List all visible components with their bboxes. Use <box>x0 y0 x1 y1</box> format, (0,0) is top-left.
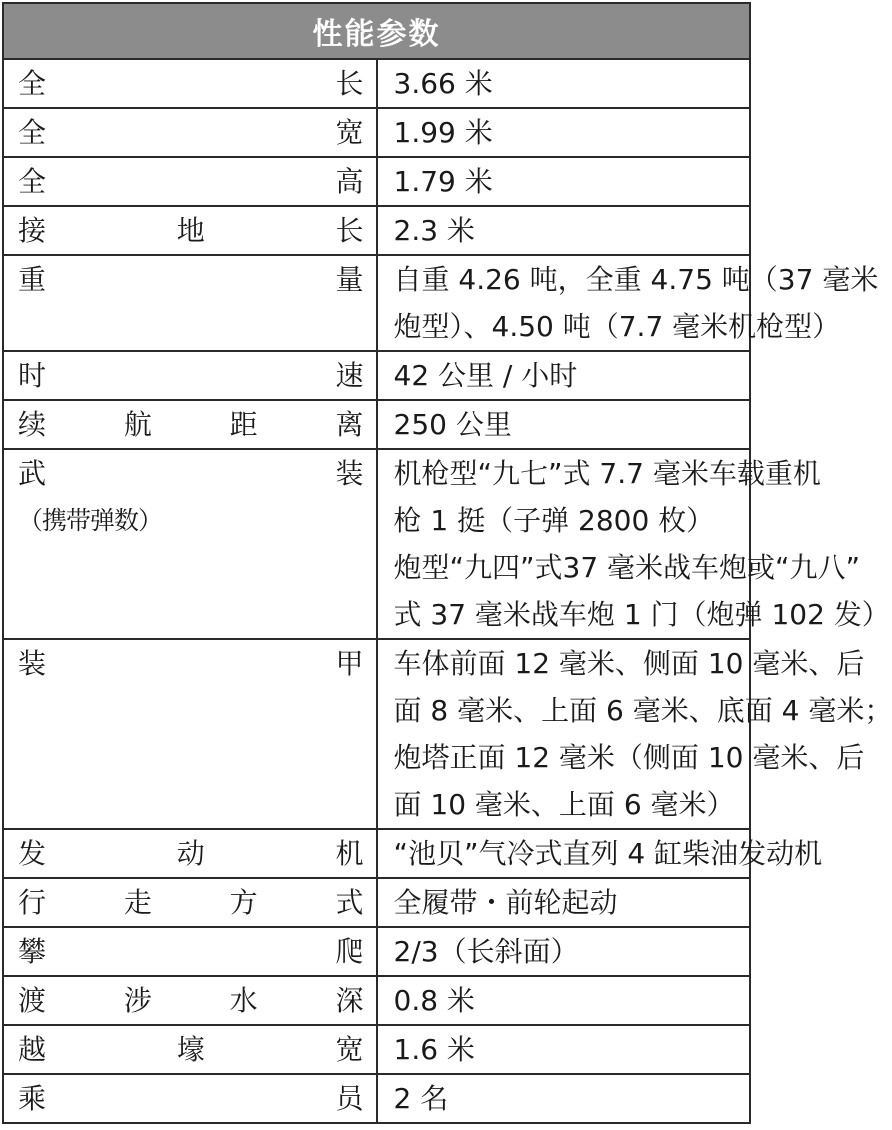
row-label: 行 走 方 式 <box>18 886 364 919</box>
table-row <box>3 639 750 829</box>
row-label: 乘 员 <box>18 1082 364 1115</box>
table-row <box>3 1025 750 1074</box>
row-label: 全 长 <box>18 67 364 100</box>
row-label: 全 宽 <box>18 116 364 149</box>
row-sublabel: （携带弹数） <box>18 506 163 535</box>
table-row <box>3 976 750 1025</box>
row-label-cell <box>3 449 377 639</box>
row-value-line: 机枪型“九七”式 7.7 毫米车载重机 <box>393 457 821 490</box>
row-value-line: 全履带・前轮起动 <box>393 886 618 919</box>
row-value-line: 3.66 米 <box>393 67 493 100</box>
row-label: 接 地 长 <box>18 214 364 247</box>
row-label-cell <box>3 976 377 1025</box>
row-label: 重 量 <box>18 263 364 296</box>
row-value-cell <box>377 400 751 449</box>
row-value-line: 式 37 毫米战车炮 1 门（炮弹 102 发） <box>393 598 890 631</box>
row-label-cell <box>3 878 377 927</box>
row-value-line: 枪 1 挺（子弹 2800 枚） <box>393 504 715 537</box>
row-label-cell <box>3 400 377 449</box>
row-value-cell <box>377 878 751 927</box>
row-value-line: 面 8 毫米、上面 6 毫米、底面 4 毫米； <box>393 694 892 727</box>
row-value-line: 炮型）、4.50 吨（7.7 毫米机枪型） <box>393 310 841 343</box>
row-value-line: “池贝”气冷式直列 4 缸柴油发动机 <box>393 837 823 870</box>
table-header-row <box>3 3 750 59</box>
row-label-cell <box>3 1074 377 1123</box>
row-value-cell <box>377 639 892 829</box>
spec-table <box>2 2 892 1124</box>
row-label: 越 壕 宽 <box>18 1033 364 1066</box>
row-label: 渡 涉 水 深 <box>18 984 364 1017</box>
row-label-cell <box>3 639 377 829</box>
row-label-cell <box>3 59 377 108</box>
row-value-cell <box>377 206 751 255</box>
row-value-cell <box>377 1025 751 1074</box>
row-label: 发 动 机 <box>18 837 364 870</box>
spec-table-body <box>3 3 892 1123</box>
table-row <box>3 59 750 108</box>
row-value-cell <box>377 59 751 108</box>
table-row <box>3 108 750 157</box>
row-label: 武 装 <box>18 457 364 490</box>
table-row <box>3 449 750 639</box>
row-label-cell <box>3 108 377 157</box>
row-value-line: 250 公里 <box>393 408 512 441</box>
table-row <box>3 878 750 927</box>
row-value-line: 1.99 米 <box>393 116 493 149</box>
row-value-cell <box>377 157 751 206</box>
row-value-line: 车体前面 12 毫米、侧面 10 毫米、后 <box>393 647 865 680</box>
row-label: 续 航 距 离 <box>18 408 364 441</box>
table-row <box>3 206 750 255</box>
row-label-cell <box>3 351 377 400</box>
row-value-cell <box>377 1074 751 1123</box>
row-value-cell <box>377 829 823 878</box>
row-value-line: 42 公里 / 小时 <box>393 359 578 392</box>
row-label-cell <box>3 206 377 255</box>
row-label-cell <box>3 255 377 351</box>
row-label: 装 甲 <box>18 647 364 680</box>
table-row <box>3 829 750 878</box>
table-row <box>3 927 750 976</box>
row-value-line: 自重 4.26 吨，全重 4.75 吨（37 毫米 <box>393 263 879 296</box>
row-label: 全 高 <box>18 165 364 198</box>
row-value-cell <box>377 927 751 976</box>
row-value-cell <box>377 976 751 1025</box>
row-value-cell <box>377 108 751 157</box>
row-value-line: 1.79 米 <box>393 165 493 198</box>
row-label-cell <box>3 829 377 878</box>
row-label: 攀 爬 <box>18 935 364 968</box>
row-value-line: 0.8 米 <box>393 984 475 1017</box>
row-value-line: 2 名 <box>393 1082 449 1115</box>
row-value-line: 面 10 毫米、上面 6 毫米） <box>393 788 735 821</box>
row-value-line: 炮型“九四”式37 毫米战车炮或“九八” <box>393 551 861 584</box>
table-row <box>3 157 750 206</box>
row-value-cell <box>377 449 890 639</box>
row-label-cell <box>3 927 377 976</box>
table-title: 性能参数 <box>3 3 750 59</box>
table-row <box>3 255 750 351</box>
row-value-line: 2/3（长斜面） <box>393 935 579 968</box>
row-value-line: 2.3 米 <box>393 214 475 247</box>
row-value-line: 炮塔正面 12 毫米（侧面 10 毫米、后 <box>393 741 865 774</box>
table-row <box>3 1074 750 1123</box>
table-row <box>3 351 750 400</box>
row-label-cell <box>3 157 377 206</box>
row-value-cell <box>377 351 751 400</box>
row-value-line: 1.6 米 <box>393 1033 475 1066</box>
table-row <box>3 400 750 449</box>
row-label: 时 速 <box>18 359 364 392</box>
row-value-cell <box>377 255 879 351</box>
row-label-cell <box>3 1025 377 1074</box>
